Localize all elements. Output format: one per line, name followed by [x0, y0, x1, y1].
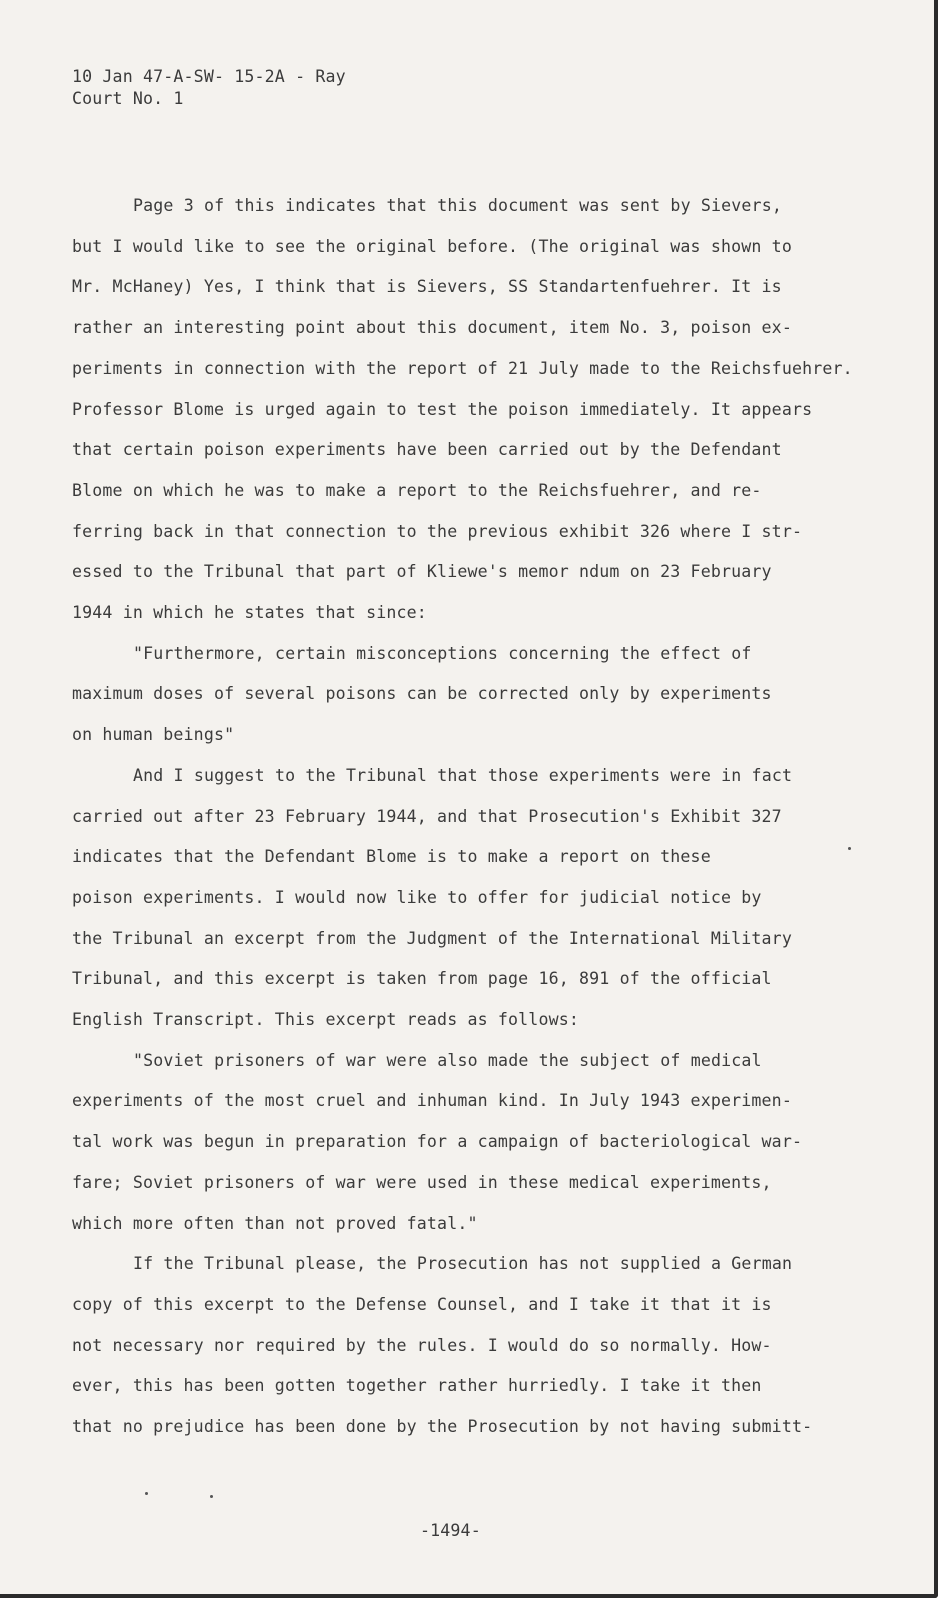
transcript-line: "Furthermore, certain misconceptions concerning the effect of	[133, 643, 752, 663]
transcript-line: tal work was begun in preparation for a campaign of bacteriological war-	[72, 1132, 803, 1152]
transcript-line: Professor Blome is urged again to test the poison immediately. It appears	[72, 399, 813, 419]
transcript-line: copy of this excerpt to the Defense Counsel, and I take it that it is	[72, 1294, 772, 1314]
paper-speck	[848, 847, 851, 850]
transcript-line: ferring back in that connection to the previous exhibit 326 where I str-	[72, 521, 803, 541]
transcript-line: on human beings"	[72, 725, 235, 745]
transcript-line: English Transcript. This excerpt reads as follows:	[72, 1010, 580, 1029]
transcript-line: experiments of the most cruel and inhuman kind. In July 1943 experimen-	[72, 1091, 792, 1111]
paper-speck	[145, 1492, 148, 1495]
transcript-line: ever, this has been gotten together rather hurriedly. I take it then	[72, 1376, 762, 1396]
transcript-line: 1944 in which he states that since:	[72, 603, 427, 622]
transcript-line: essed to the Tribunal that part of Kliewe's memor ndum on 23 February	[72, 562, 772, 582]
transcript-line: that certain poison experiments have been carried out by the Defendant	[72, 440, 782, 460]
transcript-line: the Tribunal an excerpt from the Judgment of the International Military	[72, 928, 792, 948]
transcript-line: but I would like to see the original before. (The original was shown to	[72, 236, 792, 256]
transcript-line: not necessary nor required by the rules. I would do so normally. How-	[72, 1335, 772, 1355]
transcript-line: fare; Soviet prisoners of war were used in these medical experiments,	[72, 1172, 772, 1192]
transcript-line: poison experiments. I would now like to offer for judicial notice by	[72, 887, 762, 907]
transcript-line: Tribunal, and this excerpt is taken from page 16, 891 of the official	[72, 969, 772, 989]
transcript-line: maximum doses of several poisons can be corrected only by experiments	[72, 684, 772, 704]
transcript-line: rather an interesting point about this document, item No. 3, poison ex-	[72, 318, 792, 338]
paper-speck	[210, 1495, 213, 1498]
transcript-line: Mr. McHaney) Yes, I think that is Sievers, SS Standartenfuehrer. It is	[72, 277, 782, 297]
transcript-line: Page 3 of this indicates that this document was sent by Sievers,	[133, 196, 782, 215]
transcript-line: periments in connection with the report of 21 July made to the Reichsfuehrer.	[72, 358, 853, 378]
transcript-line: that no prejudice has been done by the Prosecution by not having submitt-	[72, 1417, 813, 1436]
document-header	[72, 66, 346, 110]
page-number: -1494-	[420, 1521, 481, 1540]
header-reference-line: 10 Jan 47-A-SW- 15-2A - Ray	[72, 67, 346, 86]
transcript-line: If the Tribunal please, the Prosecution has not supplied a German	[133, 1254, 793, 1274]
transcript-line: "Soviet prisoners of war were also made the subject of medical	[133, 1050, 762, 1070]
transcript-line: carried out after 23 February 1944, and that Prosecution's Exhibit 327	[72, 806, 782, 826]
transcript-line: And I suggest to the Tribunal that those experiments were in fact	[133, 765, 793, 785]
transcript-line: which more often than not proved fatal."	[72, 1213, 478, 1233]
transcript-line: Blome on which he was to make a report to the Reichsfuehrer, and re-	[72, 480, 762, 500]
header-court-line: Court No. 1	[72, 89, 184, 108]
transcript-line: indicates that the Defendant Blome is to make a report on these	[72, 847, 711, 867]
